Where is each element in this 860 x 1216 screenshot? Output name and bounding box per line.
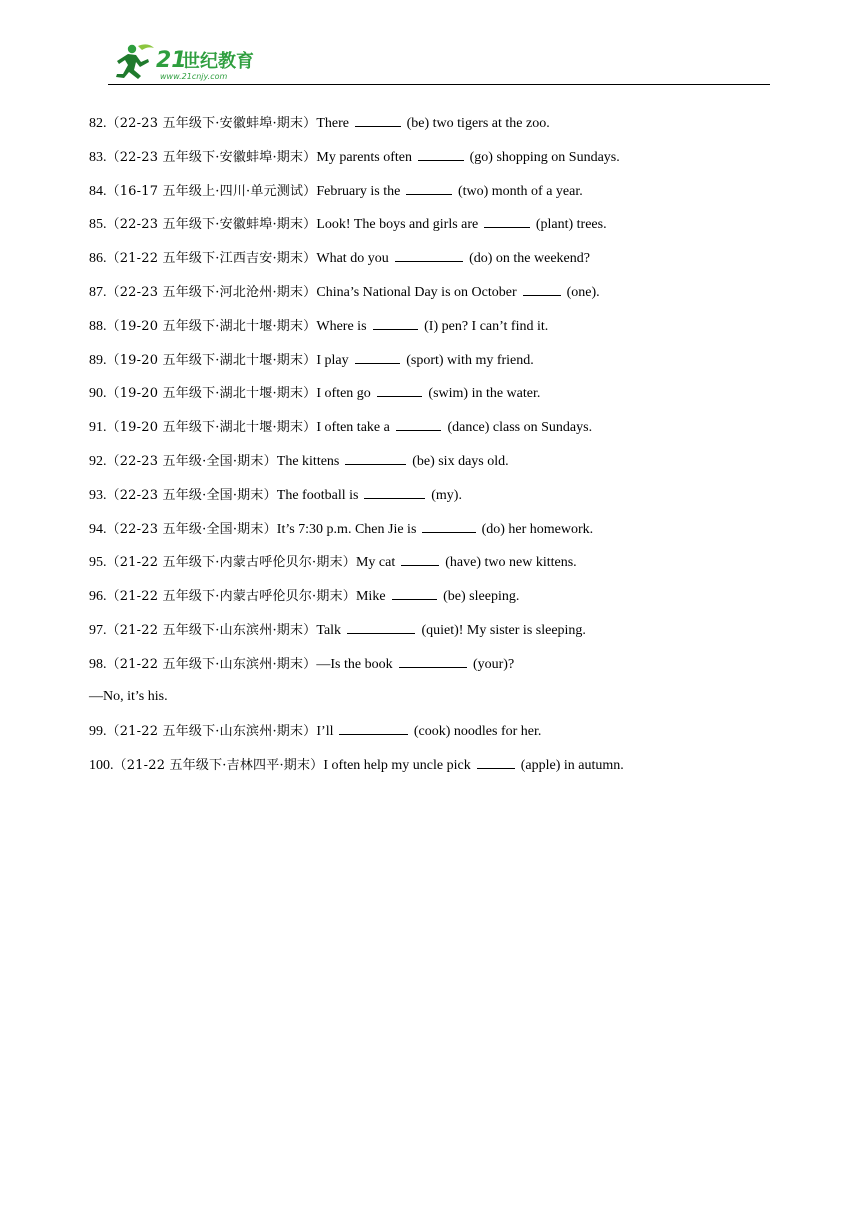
answer-blank[interactable] (484, 213, 530, 228)
answer-blank[interactable] (345, 450, 406, 465)
question-text: What do you (316, 251, 389, 267)
question-number: 86. (89, 251, 107, 267)
question-source: （19-20 五年级下·湖北十堰·期末） (106, 352, 317, 368)
question-hint: (apple) in autumn. (520, 758, 624, 774)
question-text: I often help my uncle pick (323, 758, 471, 774)
question-hint: (plant) trees. (535, 217, 607, 233)
answer-blank[interactable] (523, 281, 561, 296)
question-item (89, 213, 779, 247)
answer-blank[interactable] (339, 720, 407, 735)
question-number: 87. (89, 284, 107, 300)
header-divider (108, 84, 770, 85)
question-hint: (be) sleeping. (443, 589, 520, 605)
question-number: 89. (89, 352, 107, 368)
question-item (89, 112, 779, 146)
question-item (89, 315, 779, 349)
question-source: （21-22 五年级下·内蒙古呼伦贝尔·期末） (106, 555, 356, 571)
question-source: （21-22 五年级下·山东滨州·期末） (106, 656, 317, 672)
question-source: （19-20 五年级下·湖北十堰·期末） (106, 318, 317, 334)
question-source: （21-22 五年级下·吉林四平·期末） (113, 758, 324, 774)
question-hint: (go) shopping on Sundays. (469, 149, 620, 165)
question-item (89, 687, 779, 721)
question-item (89, 518, 779, 552)
question-source: （16-17 五年级上·四川·单元测试） (106, 183, 317, 199)
question-hint: (one). (566, 284, 600, 300)
question-text: My parents often (316, 149, 413, 165)
question-text: The football is (276, 487, 359, 503)
question-number: 99. (89, 724, 107, 740)
answer-blank[interactable] (377, 382, 423, 397)
question-text: I’ll (316, 724, 334, 740)
question-number: 85. (89, 217, 107, 233)
question-source: （21-22 五年级下·江西吉安·期末） (106, 251, 317, 267)
question-item (89, 754, 779, 788)
question-hint: (your)? (472, 656, 515, 672)
question-number: 88. (89, 318, 107, 334)
svg-text:www.21cnjy.com: www.21cnjy.com (160, 72, 228, 81)
question-number: 90. (89, 386, 107, 402)
answer-blank[interactable] (406, 180, 452, 195)
svg-text:21: 21 (156, 48, 187, 73)
question-text: Talk (316, 622, 342, 638)
question-item (89, 146, 779, 180)
question-number: 96. (89, 589, 107, 605)
question-item (89, 416, 779, 450)
question-text: Look! The boys and girls are (316, 217, 479, 233)
logo-icon (108, 40, 278, 84)
question-source: （22-23 五年级·全国·期末） (106, 521, 277, 537)
question-hint: (do) on the weekend? (469, 251, 590, 267)
question-text: Mike (355, 589, 386, 605)
question-text: I play (316, 352, 349, 368)
question-item (89, 720, 779, 754)
answer-blank[interactable] (418, 146, 464, 161)
answer-blank[interactable] (422, 518, 475, 533)
question-text: I often take a (316, 420, 390, 436)
answer-blank[interactable] (399, 653, 467, 668)
question-hint: (quiet)! My sister is sleeping. (421, 622, 586, 638)
page-header (0, 0, 860, 90)
question-text: China’s National Day is on October (316, 284, 517, 300)
question-item (89, 653, 779, 687)
question-source: （22-23 五年级下·安徽蚌埠·期末） (106, 149, 317, 165)
question-text: Where is (316, 318, 367, 334)
answer-blank[interactable] (401, 551, 439, 566)
question-item (89, 281, 779, 315)
question-hint: (be) six days old. (412, 453, 509, 469)
question-item (89, 180, 779, 214)
question-item (89, 349, 779, 383)
question-text: I often go (316, 386, 371, 402)
answer-blank[interactable] (364, 484, 425, 499)
question-source: （21-22 五年级下·山东滨州·期末） (106, 724, 317, 740)
question-number: 93. (89, 487, 107, 503)
question-text: It’s 7:30 p.m. Chen Jie is (276, 521, 417, 537)
answer-blank[interactable] (392, 585, 438, 600)
question-text: —No, it’s his. (89, 688, 168, 704)
question-source: （19-20 五年级下·湖北十堰·期末） (106, 420, 317, 436)
question-hint: (have) two new kittens. (445, 555, 577, 571)
question-item (89, 247, 779, 281)
answer-blank[interactable] (347, 619, 415, 634)
question-source: （22-23 五年级·全国·期末） (106, 487, 277, 503)
question-source: （22-23 五年级下·安徽蚌埠·期末） (106, 116, 317, 131)
question-source: （22-23 五年级下·河北沧州·期末） (106, 284, 317, 300)
question-source: （21-22 五年级下·内蒙古呼伦贝尔·期末） (106, 589, 356, 605)
question-text: —Is the book (316, 656, 393, 672)
question-number: 82. (89, 116, 107, 131)
question-text: My cat (355, 555, 396, 571)
question-item (89, 551, 779, 585)
question-number: 92. (89, 453, 107, 469)
question-text: February is the (316, 183, 401, 199)
question-hint: (be) two tigers at the zoo. (406, 116, 550, 131)
question-text: The kittens (276, 453, 340, 469)
question-number: 94. (89, 521, 107, 537)
question-item (89, 382, 779, 416)
question-hint: (cook) noodles for her. (413, 724, 542, 740)
question-hint: (two) month of a year. (457, 183, 583, 199)
answer-blank[interactable] (395, 247, 463, 262)
question-number: 100. (89, 758, 114, 774)
question-hint: (dance) class on Sundays. (447, 420, 593, 436)
answer-blank[interactable] (396, 416, 442, 431)
question-item (89, 585, 779, 619)
answer-blank[interactable] (373, 315, 419, 330)
question-number: 97. (89, 622, 107, 638)
answer-blank[interactable] (477, 754, 515, 769)
question-number: 84. (89, 183, 107, 199)
question-hint: (swim) in the water. (428, 386, 541, 402)
question-number: 91. (89, 420, 107, 436)
question-text: There (316, 116, 350, 131)
question-number: 95. (89, 555, 107, 571)
answer-blank[interactable] (355, 112, 401, 127)
question-item (89, 484, 779, 518)
question-hint: (do) her homework. (481, 521, 594, 537)
question-number: 98. (89, 656, 107, 672)
question-item (89, 450, 779, 484)
question-item (89, 619, 779, 653)
question-hint: (my). (431, 487, 462, 503)
question-hint: (sport) with my friend. (406, 352, 534, 368)
answer-blank[interactable] (355, 349, 401, 364)
question-source: （21-22 五年级下·山东滨州·期末） (106, 622, 317, 638)
question-source: （19-20 五年级下·湖北十堰·期末） (106, 386, 317, 402)
question-number: 83. (89, 149, 107, 165)
question-source: （22-23 五年级·全国·期末） (106, 453, 277, 469)
question-hint: (I) pen? I can’t find it. (424, 318, 549, 334)
question-source: （22-23 五年级下·安徽蚌埠·期末） (106, 217, 317, 233)
question-list (89, 112, 779, 788)
svg-text:世纪教育: 世纪教育 (182, 51, 254, 72)
